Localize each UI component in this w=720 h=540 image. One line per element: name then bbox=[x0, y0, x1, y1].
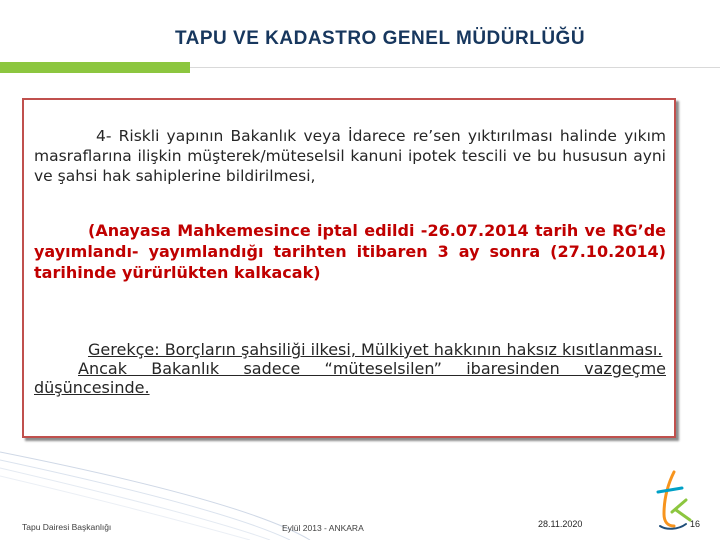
accent-bar-green bbox=[0, 62, 190, 73]
paragraph-gerekce bbox=[34, 340, 666, 397]
gerekce-line: Gerekçe: Borçların şahsiliği ilkesi, Mülkiyet hakkının haksız kısıtlanması. bbox=[88, 340, 663, 359]
page-title: TAPU VE KADASTRO GENEL MÜDÜRLÜĞÜ bbox=[174, 28, 586, 49]
footer-date: 28.11.2020 bbox=[538, 519, 583, 529]
paragraph-riskli-yapi: 4- Riskli yapının Bakanlık veya İdarece re’sen yıktırılması halinde yıkım masraflarına ilişkin müşterek/müteselsil kanuni ipotek tescili ve bu hususun ayni ve şahsi hak sahiplerine bildirilmesi, bbox=[34, 127, 666, 185]
footer-event: Eylül 2013 - ANKARA bbox=[282, 523, 364, 533]
footer-department: Tapu Dairesi Başkanlığı bbox=[22, 522, 112, 532]
ancak-line: Ancak Bakanlık sadece “müteselsilen” ibaresinden vazgeçme düşüncesinde. bbox=[34, 359, 666, 397]
page-number: 16 bbox=[690, 519, 701, 529]
content-box bbox=[22, 98, 676, 438]
tkgm-logo-icon bbox=[652, 470, 694, 532]
title-accent-bar bbox=[0, 62, 720, 73]
accent-bar-line bbox=[190, 67, 720, 68]
paragraph-anayasa-mahkemesi: (Anayasa Mahkemesince iptal edildi -26.07.2014 tarih ve RG’de yayımlandı- yayımlandığı tarihten itibaren 3 ay sonra (27.10.2014) tarihinde yürürlükten kalkacak) bbox=[34, 221, 666, 282]
